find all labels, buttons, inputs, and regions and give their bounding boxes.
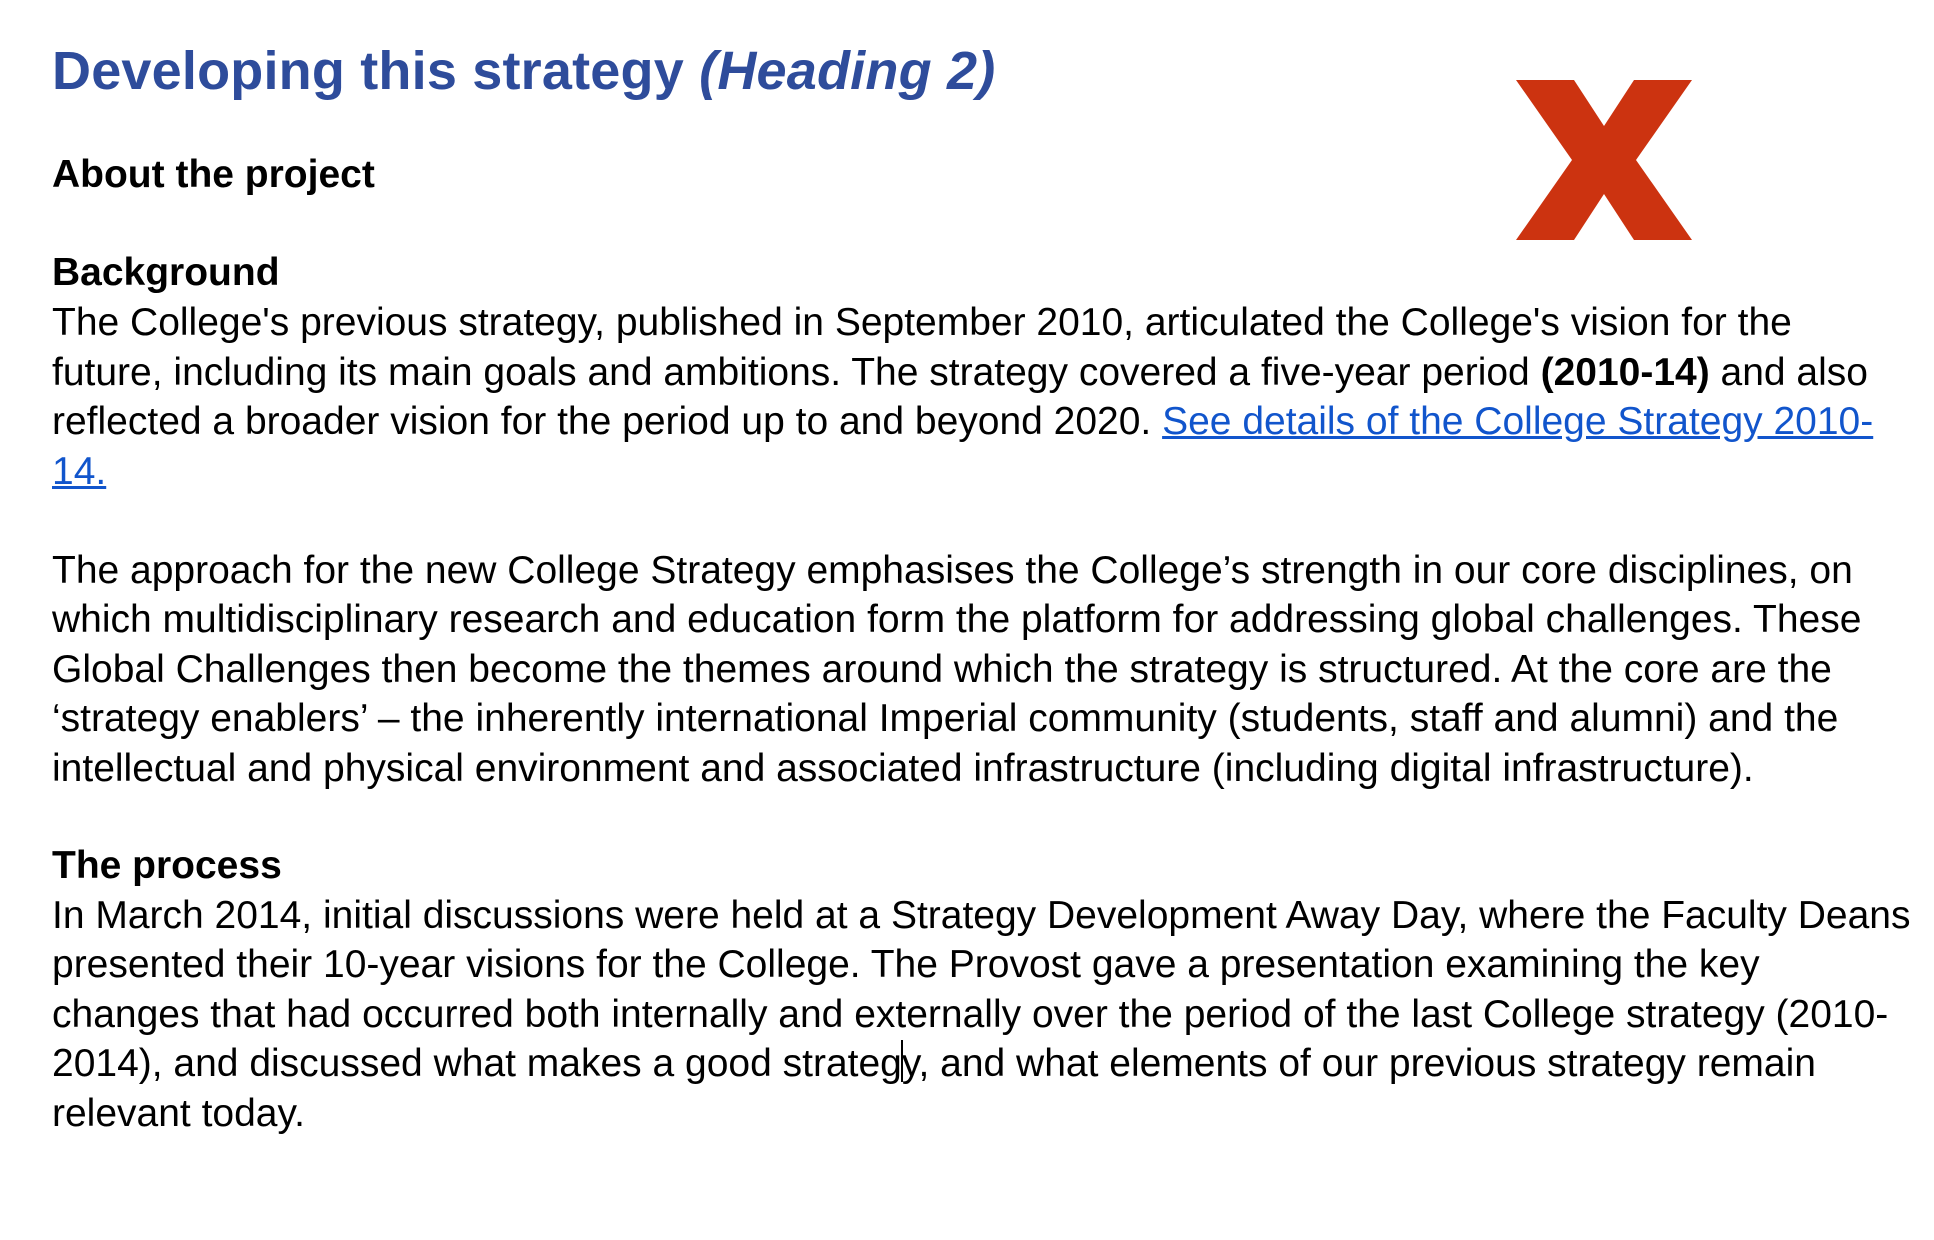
heading-2-annotation: (Heading 2) xyxy=(699,41,996,101)
background-paragraph-1 xyxy=(52,298,1912,496)
process-p1-text: In March 2014, initial discussions were held at a Strategy Development Away Day, where the Faculty Deans presented their 10-year visions for the College. The Provost gave a presentation examining the key changes that had occurred both internally and externally over the period of the last College strategy (2010-2014), and discussed what makes a good strateg xyxy=(52,893,1911,1086)
process-paragraph xyxy=(52,891,1912,1139)
x-mark-shape xyxy=(1516,80,1692,240)
background-heading: Background xyxy=(52,251,280,295)
background-p1-text-2: and also reflected a broader vision for the period up to and beyond 2020. xyxy=(52,350,1868,443)
process-heading: The process xyxy=(52,844,282,887)
background-p1-bold: (2010-14) xyxy=(1540,350,1710,394)
background-section xyxy=(52,248,1912,793)
process-p1-text-2: y, and what elements of our previous strategy remain relevant today. xyxy=(52,1042,1816,1135)
about-heading: About the project xyxy=(52,153,375,197)
strategy-details-link[interactable]: See details of the College Strategy 2010-14. xyxy=(52,400,1874,493)
heading-2-text: Developing this strategy xyxy=(52,41,684,101)
x-mark-icon xyxy=(1516,80,1692,240)
background-p1-text: The College's previous strategy, published in September 2010, articulated the College's vision for the future, including its main goals and ambitions. The strategy covered a five-year period xyxy=(52,301,1792,394)
process-section xyxy=(52,841,1912,1138)
background-paragraph-2: The approach for the new College Strategy emphasises the College’s strength in our core disciplines, on which multidisciplinary research and education form the platform for addressing global challenges. These Global Challenges then become the themes around which the strategy is structured. At the core are the ‘strategy enablers’ – the inherently international Imperial community (students, staff and alumni) and the intellectual and physical environment and associated infrastructure (including digital infrastructure). xyxy=(52,548,1862,790)
